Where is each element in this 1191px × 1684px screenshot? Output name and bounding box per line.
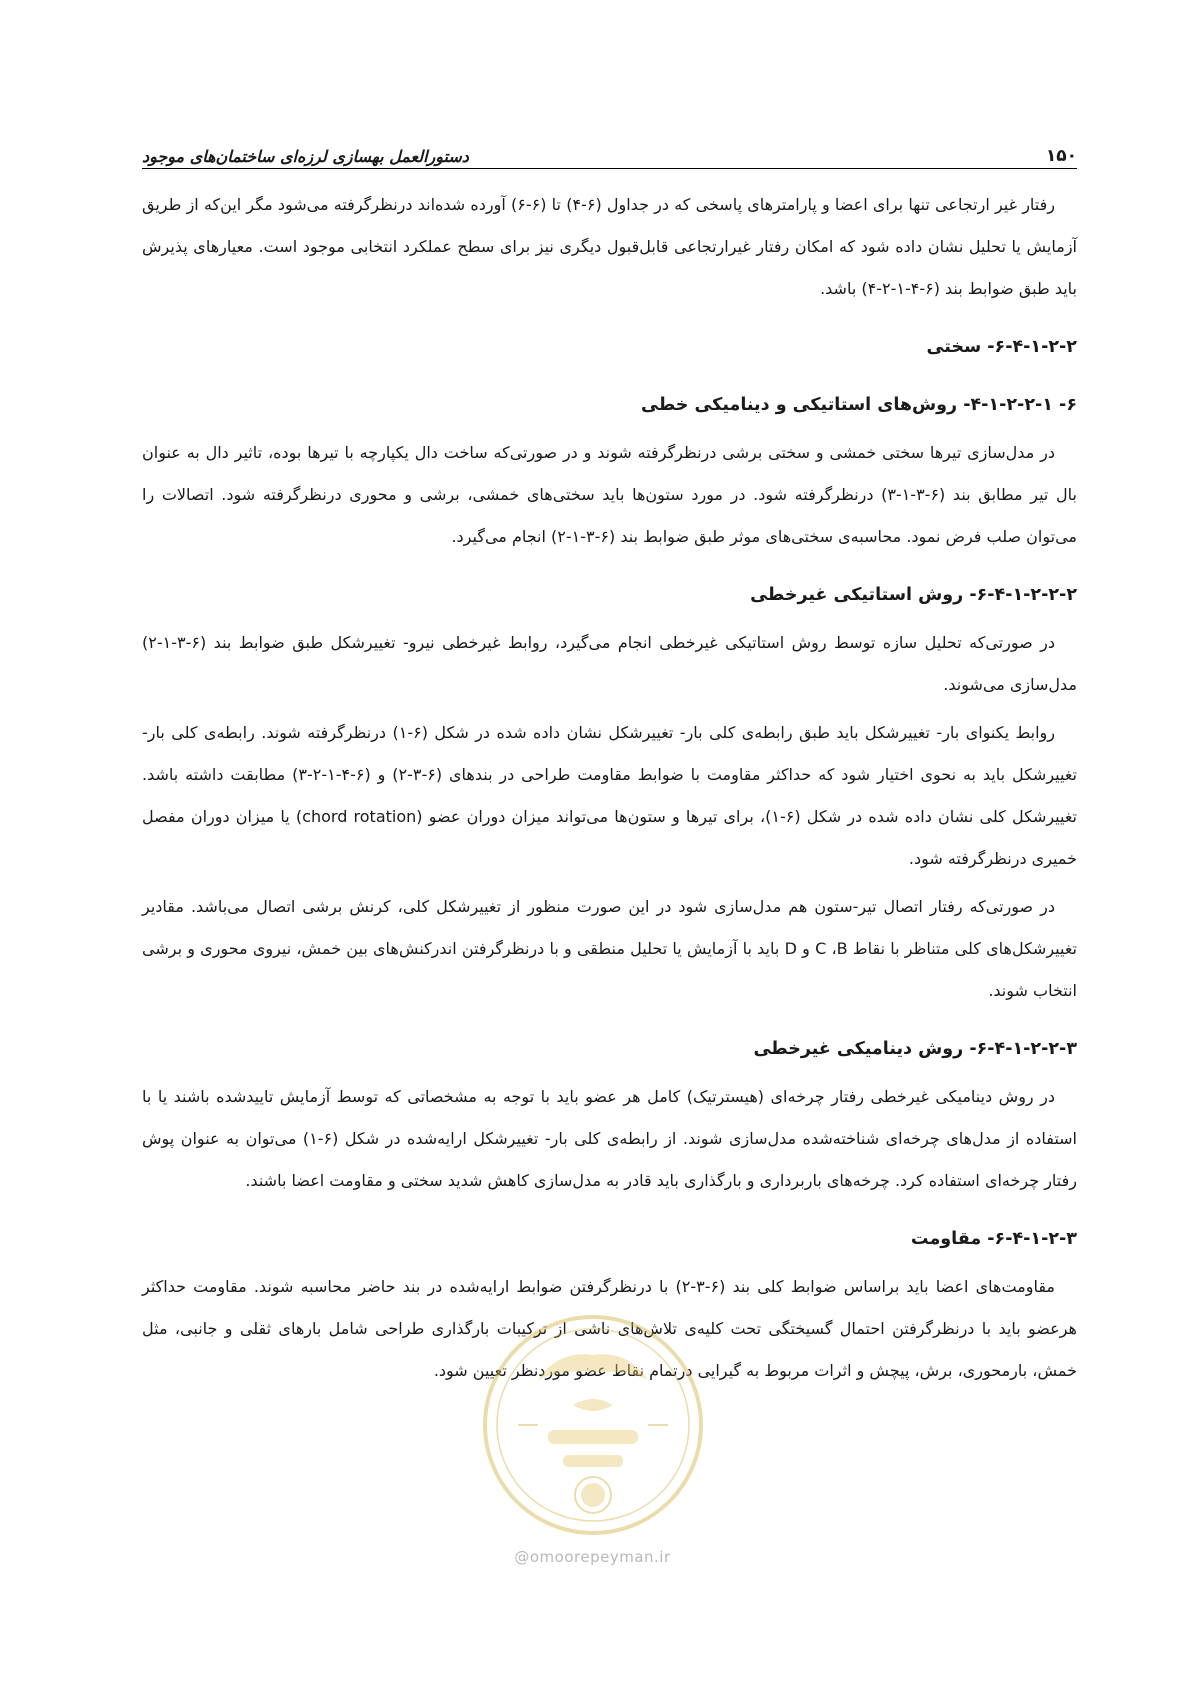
watermark-logo <box>478 1310 708 1540</box>
page-number: ۱۵۰ <box>1045 146 1077 166</box>
paragraph-nonlinear-static: در صورتی‌که تحلیل سازه توسط روش استاتیکی غیرخطی انجام می‌گیرد، روابط غیرخطی نیرو- تغییرشکل طبق ضوابط بند (۶-۳-۱-۲) مدل‌سازی می‌شوند. <box>142 633 1077 694</box>
paragraph-strength: مقاومت‌های اعضا باید براساس ضوابط کلی بند (۶-۳-۲) با درنظرگرفتن ضوابط ارایه‌شده در بند حاضر محاسبه شوند. مقاومت حداکثر هرعضو باید با درنظرگرفتن احتمال گسیختگی تحت کلیه‌ی تلاش‌های ناشی از ترکیبات بارگذاری طراحی شامل بارهای ثقلی و جانبی، مثل خمش، بارمحوری، برش، پیچش و اثرات مربوط به گیرایی درتمام نقاط عضو موردنظر تعیین شود. <box>142 1277 1077 1380</box>
heading-stiffness: ۶-۴-۱-۲-۲- سختی <box>926 337 1077 357</box>
running-title: دستورالعمل بهسازی لرزه‌ای ساختمان‌های موجود <box>142 147 469 166</box>
body-text <box>142 184 1077 1398</box>
heading-nonlinear-static: ۶-۴-۱-۲-۲-۲- روش استاتیکی غیرخطی <box>750 585 1077 605</box>
heading-linear-methods: ۶- ۴-۱-۲-۲-۱- روش‌های استاتیکی و دینامیکی خطی <box>641 395 1077 415</box>
heading-strength: ۶-۴-۱-۲-۳- مقاومت <box>910 1229 1077 1249</box>
paragraph-linear-methods: در مدل‌سازی تیرها سختی خمشی و سختی برشی درنظرگرفته شوند و در صورتی‌که ساخت دال یکپارچه با تیرها بوده، تاثیر دال به عنوان بال تیر مطابق بند (۶-۳-۱-۳) درنظرگرفته شود. در مورد ستون‌ها باید سختی‌های خمشی، برشی و محوری درنظرگرفته شود. اتصالات را می‌توان صلب فرض نمود. محاسبه‌ی سختی‌های موثر طبق ضوابط بند (۶-۳-۱-۲) انجام می‌گیرد. <box>142 443 1077 546</box>
paragraph-nonlinear-dynamic: در روش دینامیکی غیرخطی رفتار چرخه‌ای (هیسترتیک) کامل هر عضو باید با توجه به مشخصاتی که توسط آزمایش تاییدشده باشند یا با استفاده از مدل‌های چرخه‌ای شناخته‌شده مدل‌سازی شوند. از رابطه‌ی کلی بار- تغییرشکل ارایه‌شده در شکل (۶-۱) می‌توان به عنوان پوش رفتار چرخه‌ای استفاده کرد. چرخه‌های باربرداری و بارگذاری باید قادر به مدل‌سازی کاهش شدید سختی و مقاومت اعضا باشند. <box>142 1087 1078 1190</box>
page-header <box>142 136 1077 166</box>
heading-nonlinear-dynamic: ۶-۴-۱-۲-۲-۳- روش دینامیکی غیرخطی <box>753 1039 1077 1059</box>
paragraph-load-deformation: روابط یکنوای بار- تغییرشکل باید طبق رابطه‌ی کلی بار- تغییرشکل نشان داده شده در شکل (۶-۱) درنظرگرفته شوند. رابطه‌ی کلی بار- تغییرشکل باید به نحوی اختیار شود که حداکثر مقاومت با ضوابط مقاومت طراحی در بندهای (۶-۳-۲) و (۶-۴-۱-۲-۳) مطابقت داشته باشد. تغییرشکل کلی نشان داده شده در شکل (۶-۱)، برای تیرها و ستون‌ها می‌تواند میزان دوران عضو (chord rotation) یا میزان دوران مفصل خمیری درنظرگرفته شود. <box>142 723 1078 868</box>
header-rule <box>142 168 1077 169</box>
paragraph-joint-behavior: در صورتی‌که رفتار اتصال تیر-ستون هم مدل‌سازی شود در این صورت منظور از تغییرشکل کلی، کرنش برشی اتصال می‌باشد. مقادیر تغییرشکل‌های کلی متناظر با نقاط C ،B و D باید با آزمایش یا تحلیل منطقی و با درنظرگرفتن اندرکنش‌های بین خمش، نیروی محوری و برشی انتخاب شوند. <box>142 897 1077 1000</box>
paragraph-inelastic-behavior: رفتار غیر ارتجاعی تنها برای اعضا و پارامترهای پاسخی که در جداول (۶-۴) تا (۶-۶) آورده شده‌اند درنظرگرفته می‌شود مگر این‌که از طریق آزمایش یا تحلیل نشان داده شود که امکان رفتار غیرارتجاعی قابل‌قبول دیگری نیز برای سطح عملکرد انتخابی موجود است. معیارهای پذیرش باید طبق ضوابط بند (۶-۴-۱-۲-۴) باشد. <box>142 195 1077 298</box>
watermark-url: @omoorepeyman.ir <box>514 1548 671 1566</box>
